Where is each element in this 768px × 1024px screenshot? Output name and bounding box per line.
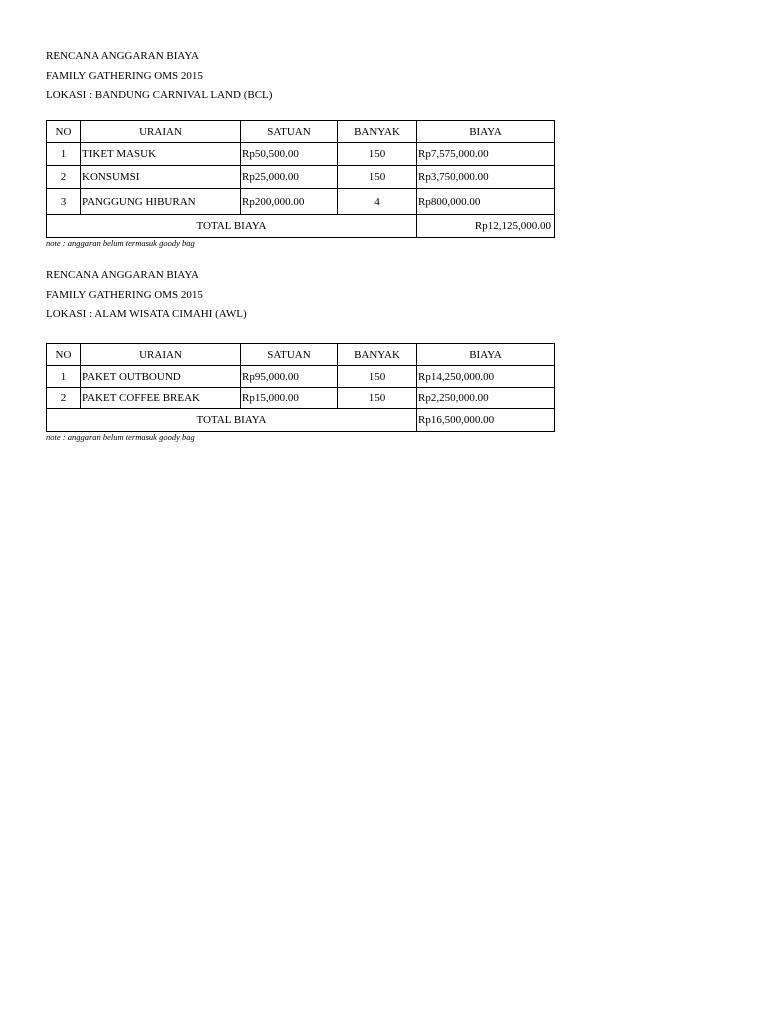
event-name: FAMILY GATHERING OMS 2015 <box>46 288 203 301</box>
row-no: 2 <box>47 166 81 189</box>
location-label: LOKASI : ALAM WISATA CIMAHI (AWL) <box>46 308 247 320</box>
location-label: LOKASI : BANDUNG CARNIVAL LAND (BCL) <box>46 89 273 101</box>
column-header-biaya: BIAYA <box>417 344 555 366</box>
column-header-no: NO <box>47 344 81 366</box>
row-quantity: 150 <box>338 366 417 388</box>
row-item: PAKET COFFEE BREAK <box>81 388 241 409</box>
table-header-row <box>47 344 555 366</box>
row-cost: Rp7,575,000.00 <box>417 143 555 166</box>
row-item: PANGGUNG HIBURAN <box>81 189 241 215</box>
row-quantity: 150 <box>338 166 417 189</box>
total-row <box>47 215 555 238</box>
row-no: 2 <box>47 388 81 409</box>
total-row <box>47 409 555 432</box>
budget-note: note : anggaran belum termasuk goody bag <box>46 238 195 248</box>
row-no: 3 <box>47 189 81 215</box>
budget-table <box>46 343 555 432</box>
row-cost: Rp800,000.00 <box>417 189 555 215</box>
column-header-biaya: BIAYA <box>417 121 555 143</box>
total-label: TOTAL BIAYA <box>47 409 417 432</box>
row-item: PAKET OUTBOUND <box>81 366 241 388</box>
row-item: KONSUMSI <box>81 166 241 189</box>
column-header-satuan: SATUAN <box>241 121 338 143</box>
row-unit-price: Rp25,000.00 <box>241 166 338 189</box>
row-item: TIKET MASUK <box>81 143 241 166</box>
table-header-row <box>47 121 555 143</box>
table-row <box>47 388 555 409</box>
column-header-banyak: BANYAK <box>338 121 417 143</box>
budget-section-awl <box>46 266 502 442</box>
column-header-satuan: SATUAN <box>241 344 338 366</box>
row-quantity: 150 <box>338 143 417 166</box>
table-row <box>47 366 555 388</box>
row-unit-price: Rp95,000.00 <box>241 366 338 388</box>
table-row <box>47 143 555 166</box>
column-header-banyak: BANYAK <box>338 344 417 366</box>
column-header-uraian: URAIAN <box>81 121 241 143</box>
budget-note: note : anggaran belum termasuk goody bag <box>46 432 195 442</box>
event-name: FAMILY GATHERING OMS 2015 <box>46 69 203 82</box>
table-row <box>47 166 555 189</box>
total-value: Rp16,500,000.00 <box>417 409 555 432</box>
budget-title: RENCANA ANGGARAN BIAYA <box>46 50 200 62</box>
row-no: 1 <box>47 366 81 388</box>
row-cost: Rp14,250,000.00 <box>417 366 555 388</box>
table-row <box>47 189 555 215</box>
row-unit-price: Rp200,000.00 <box>241 189 338 215</box>
budget-section-bcl <box>46 47 551 248</box>
budget-table <box>46 120 555 238</box>
row-unit-price: Rp50,500.00 <box>241 143 338 166</box>
row-cost: Rp2,250,000.00 <box>417 388 555 409</box>
row-unit-price: Rp15,000.00 <box>241 388 338 409</box>
budget-title: RENCANA ANGGARAN BIAYA <box>46 269 200 281</box>
column-header-uraian: URAIAN <box>81 344 241 366</box>
total-label: TOTAL BIAYA <box>47 215 417 238</box>
row-cost: Rp3,750,000.00 <box>417 166 555 189</box>
column-header-no: NO <box>47 121 81 143</box>
row-quantity: 150 <box>338 388 417 409</box>
row-quantity: 4 <box>338 189 417 215</box>
row-no: 1 <box>47 143 81 166</box>
total-value: Rp12,125,000.00 <box>417 215 555 238</box>
